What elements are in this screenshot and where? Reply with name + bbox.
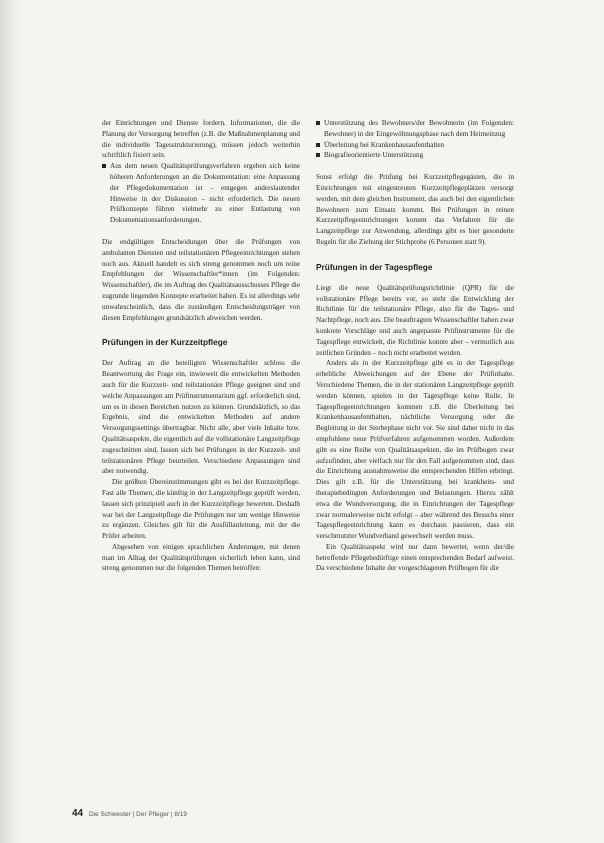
paragraph: Liegt die neue Qualitätsprüfungsrichtlinie (QPR) für die vollstationäre Pflege bereits vor, so steht die Entwicklung der Richtlinie für die teilstationäre Pflege, also für die Tages- und Nachtpflege, noch aus. Die beauftragten Wissenschaftler haben zwar konkrete Vorschläge und auch angepasste Prüfinstrumente für die Tagespflege entwickelt, die Richtlinie konnte aber – vermutlich aus zeitlichen Gründen – noch nicht erarbeitet werden.: [316, 283, 514, 357]
bullet-list: [102, 161, 300, 226]
page-footer: [72, 808, 187, 819]
page-gutter-shadow: [0, 0, 14, 843]
paragraph: Die endgültigen Entscheidungen über die Prüfungen von ambulanten Diensten und teilstationären Pflegeeinrichtungen stehen noch aus. Aktuell handelt es sich streng genommen noch um reine Empfehlungen der Wissenschaftler*innen (im Folgenden: Wissenschaftler), die im Auftrag des Qualitätsausschusses Pflege die zugrunde liegenden Konzepte erarbeitet haben. Es ist allerdings sehr unwahrscheinlich, dass die zuständigen Entscheidungsträger von diesen Empfehlungen grundsätzlich abweichen werden.: [102, 237, 300, 322]
paragraph: der Einrichtungen und Dienste fordern. Informationen, die die Planung der Versorgung betreffen (z.B. die Maßnahmenplanung und die individuelle Tagesstrukturierung), müssen jedoch weiterhin schriftlich fixiert sein.: [102, 119, 300, 160]
right-text-column: [316, 118, 514, 574]
publication-source: Die Schwester | Der Pfleger | 8/19: [88, 811, 187, 818]
section-heading-tagespflege: Prüfungen in der Tagespflege: [316, 261, 433, 272]
paragraph: Der Auftrag an die beteiligten Wissenschaftler schloss die Beantwortung der Frage ein, inwieweit die entwickelten Methoden auch für die Kurzzeit- und teilstationäre Pflege geeignet sind und welche Anpassungen am Prüfinstrumentarium ggf. erforderlich sind, um es in diesen Bereichen nutzen zu können. Grundsätzlich, so das Ergebnis, sind die entwickelten Methoden auf andere Versorgungssettings übertragbar. Nicht alle, aber viele Inhalte bzw. Qualitätsaspekte, die eigentlich auf die vollstationäre Langzeitpflege zugeschnitten sind, lassen sich bei Prüfungen in der Kurzzeit- und teilstationären Pflege beurteilen. Verschiedene Anpassungen sind aber notwendig.: [102, 359, 300, 476]
left-text-column: [102, 118, 300, 574]
bullet-list: [316, 118, 514, 161]
list-item: Überleitung bei Krankenhausaufenthalten: [316, 140, 514, 151]
list-item: Aus dem neuen Qualitätsprüfungsverfahren ergeben sich keine höheren Anforderungen an die Dokumentation: eine Anpassung der Pflegedokumentation ist – entgegen anderslautender Hinweise in der Diskussion – nicht erforderlich. Die neuen Prüfkonzepte führen vielmehr zu einer Entlastung von Dokumentationsanforderungen.: [102, 161, 300, 226]
paragraph: Abgesehen von einigen sprachlichen Änderungen, mit denen man im Alltag der Qualitätsprüfungen sicherlich leben kann, sind streng genommen nur die folgenden Themen betroffen:: [102, 542, 300, 573]
list-item: Unterstützung des Bewohners/der Bewohnerin (im Folgenden: Bewohner) in der Eingewöhnungsphase nach dem Heimeinzug: [316, 118, 514, 140]
paragraph: Die größten Übereinstimmungen gibt es bei der Kurzzeitpflege. Fast alle Themen, die künftig in der Langzeitpflege geprüft werden, lassen sich prinzipiell auch in der Kurzzeitpflege bewerten. Deshalb war bei der Langzeitpflege die Prüfungen nur um wenige Hinweise zu ergänzen. Gleiches gilt für die Ausfüllanleitung, mit der die Prüfer arbeiten.: [102, 478, 300, 541]
paragraph: Sonst erfolgt die Prüfung bei Kurzzeitpflegegästen, die in Einrichtungen mit eingestreuten Kurzzeitpflegeplätzen versorgt werden, mit dem gleichen Instrument, das auch bei den eigentlichen Bewohnern zum Einsatz kommt. Bei Prüfungen in reinen Kurzzeitpflegeeinrichtungen kommt das Verfahren für die Langzeitpflege zur Anwendung, allerdings gibt es hier gesonderte Regeln für die Ziehung der Stichprobe (6 Personen statt 9).: [316, 173, 514, 246]
paragraph: Ein Qualitätsaspekt wird nur dann bewertet, wenn der/die betreffende Pflegebedürftige einen entsprechenden Bedarf aufweist. Da verschiedene Inhalte der vorgeschlagenen Prüfbogen für die: [316, 542, 514, 573]
list-item: Biografieorientierte Unterstützung: [316, 150, 514, 161]
section-heading-kurzzeitpflege: Prüfungen in der Kurzzeitpflege: [102, 337, 228, 348]
page-number: 44: [72, 808, 84, 819]
paragraph: Anders als in der Kurzzeitpflege gibt es in der Tagespflege erhebliche Abweichungen auf der Ebene der Prüfinhalte. Verschiedene Themen, die in der stationären Langzeitpflege geprüft werden können, spielen in der Tagespflege keine Rolle. In Tagespflegeeinrichtungen kommen z.B. die Überleitung bei Krankenhausaufenthalten, nächtliche Versorgung oder die Begleitung in der Sterbephase nicht vor. Sie sind daher nicht in das empfohlene neue Prüfverfahren aufgenommen worden. Außerdem gibt es eine Reihe von Qualitätsaspekten, die im Prüfbogen zwar aufzufinden, aber vielfach nur für den Fall aufgenommen sind, dass die Einrichtung ausnahmsweise die entsprechenden Hilfen erbringt. Dies gilt z.B. für die Unterstützung bei krankheits- und therapiebedingten Anforderungen und Belastungen. Hierzu zählt etwa die Wundversorgung, die in Einrichtungen der Tagespflege zwar normalerweise nicht erfolgt – aber während des Besuchs einer Tagespflegeeinrichtung kann es durchaus passieren, dass ein verschmutzter Wundverband gewechselt werden muss.: [316, 359, 514, 541]
